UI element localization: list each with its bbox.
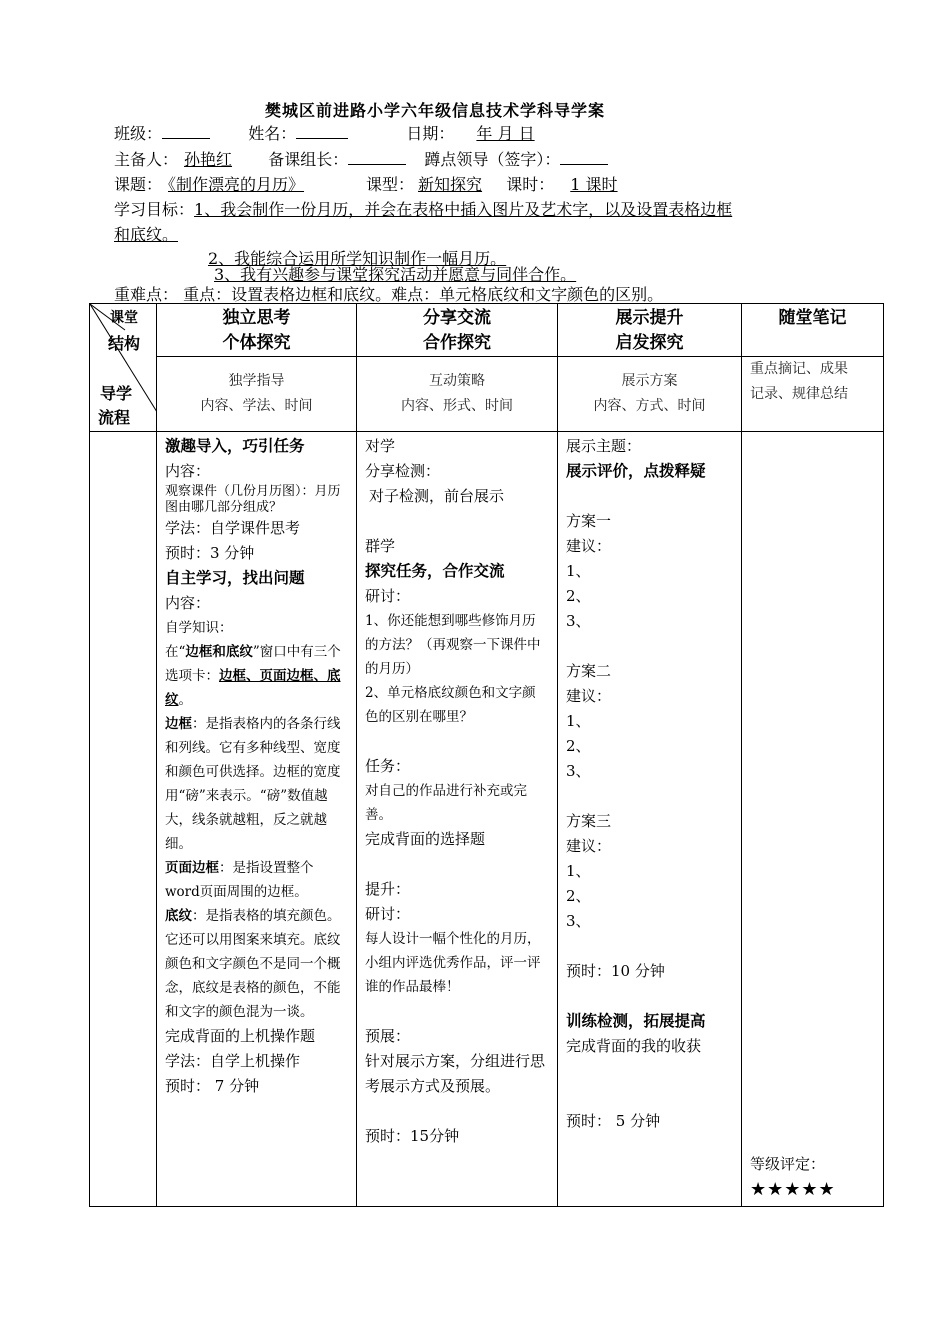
hours-value: 1 课时 [570,175,618,194]
col3-plan-1: 方案一 [566,512,612,530]
col1-border-term: 边框 [165,716,192,732]
corner-top-2: 结构 [108,334,141,353]
col1-tabs-b: 边框和底纹 [185,644,253,660]
corner-top-1: 课堂 [110,310,138,326]
col3-time-2: 预时： 5 分钟 [566,1112,661,1130]
col2-preview: 针对展示方案，分组进行思考展示方式及预展。 [365,1052,546,1095]
col1-content [157,432,357,1207]
subheader-1-line1: 独学指导 [228,373,285,389]
col2-design: 每人设计一幅个性化的月历，小组内评选优秀作品，评一评谁的作品最棒！ [365,931,541,995]
col-header-1-line1: 独立思考 [222,308,291,328]
col1-time-2: 预时： 7 分钟 [165,1077,260,1095]
date-value[interactable]: 年 月 日 [476,124,535,143]
col-header-3 [558,304,742,357]
col1-observe: 观察课件（几份月历图）：月历图由哪几部分组成？ [165,484,341,515]
leader-sign-label: 蹲点领导（签字）： [424,150,561,169]
col1-method-2: 学法：自学上机操作 [165,1052,301,1070]
col-header-2-line1: 分享交流 [423,308,491,328]
subheader-4-line2: 记录、规律总结 [750,386,848,402]
goals-line-4 [214,264,576,286]
col2-time: 预时：15分钟 [365,1127,460,1145]
subheader-3-line2: 内容、方式、时间 [593,398,706,414]
col-header-2 [357,304,558,357]
topic-value: 《制作漂亮的月历》 [168,175,305,194]
goal-3: 3、我有兴趣参与课堂探究活动并愿意与同伴合作。 [214,265,577,284]
goals-line-2 [114,224,178,246]
col1-time-1: 预时：3 分钟 [165,544,255,562]
col2-q1: 1、你还能想到哪些修饰月历的方法？（再观察一下课件中的月历） [365,613,541,677]
corner-bot-2: 流程 [98,408,131,427]
subheader-4 [742,357,884,432]
subheader-3-line1: 展示方案 [621,373,678,389]
col3-p1-n3: 3、 [566,612,591,630]
col3-advice-2: 建议： [566,687,612,705]
col1-tabs-c: ”窗口中有三个选项卡： [165,644,341,684]
col3-time-1: 预时：10 分钟 [566,962,665,980]
col3-p2-n2: 2、 [566,737,591,755]
col2-task: 对自己的作品进行补充或完善。 [365,783,527,823]
type-value: 新知探究 [418,175,483,194]
col3-content [558,432,742,1207]
col1-tabs-a: 在“ [165,644,186,660]
col3-heading-1: 展示评价，点拨释疑 [566,462,706,480]
col3-advice-3: 建议： [566,837,612,855]
col-header-2-line2: 合作探究 [423,333,491,353]
col1-content-label: 内容： [165,462,211,480]
col1-shading-term: 底纹 [165,908,192,924]
hours-label: 课时： [506,175,555,194]
col1-heading-2: 自主学习，找出问题 [165,569,305,587]
subheader-2 [357,357,558,432]
col3-p1-n1: 1、 [566,562,591,580]
subheader-1-line2: 内容、学法、时间 [200,398,313,414]
col1-page-border-term: 页面边框 [165,860,219,876]
col3-harvest: 完成背面的我的收获 [566,1037,702,1055]
preparer-label: 主备人： [114,150,179,169]
corner-cell [90,304,157,432]
class-blank[interactable] [162,122,210,139]
subheader-2-line2: 内容、形式、时间 [401,398,513,414]
grade-label: 等级评定： [750,1155,826,1173]
col3-p3-n3: 3、 [566,912,591,930]
col1-self-study: 自学知识： [165,620,233,636]
col1-content-label-2: 内容： [165,594,211,612]
col-header-3-line1: 展示提升 [615,308,684,328]
col2-heading: 探究任务，合作交流 [365,562,505,580]
flow-cell [90,432,157,1207]
document-title: 樊城区前进路小学六年级信息技术学科导学案 [264,101,605,120]
col3-advice-1: 建议： [566,537,612,555]
subheader-2-line1: 互动策略 [429,373,485,389]
header-row [90,304,884,357]
corner-bot-1: 导学 [100,384,133,403]
col2-content [357,432,558,1207]
col-header-1-line2: 个体探究 [222,333,291,353]
col3-p2-n3: 3、 [566,762,591,780]
grade-stars[interactable]: ★★★★★ [750,1179,836,1200]
goals-line-1 [114,199,732,221]
col1-page-border-def [165,856,348,904]
col2-group: 群学 [365,537,396,555]
col1-heading-1: 激趣导入，巧引任务 [165,437,305,455]
col1-tabs-e: 。 [178,692,192,708]
leader-sign-blank[interactable] [560,148,608,165]
col3-p3-n2: 2、 [566,887,591,905]
goals-label: 学习目标： [114,200,195,219]
col3-topic-label: 展示主题： [566,437,642,455]
subheader-4-line1: 重点摘记、成果 [750,361,848,377]
col1-shading-text: ：是指表格的填充颜色。它还可以用图案来填充。底纹颜色和文字颜色不是同一个概念，底纹是表格的颜色，不能和文字的颜色混为一谈。 [165,908,341,1020]
col3-plan-3: 方案三 [566,812,612,830]
group-leader-blank[interactable] [348,148,406,165]
goal-2: 2、我能综合运用所学知识制作一幅月历。 [208,249,507,268]
col1-task: 完成背面的上机操作题 [165,1027,316,1045]
lesson-table [89,303,884,1207]
subheader-3 [558,357,742,432]
col2-pair: 对学 [365,437,396,455]
header-row-topic [114,174,646,196]
col-header-4 [742,304,884,357]
preparer-value: 孙艳红 [184,150,233,169]
key-points: 重难点： 重点：设置表格边框和底纹。难点：单元格底纹和文字颜色的区别。 [114,285,664,304]
goal-1: 1、我会制作一份月历，并会在表格中插入图片及艺术字，以及设置表格边框 [194,200,733,219]
col1-border-def [165,712,348,856]
col4-content [742,432,884,1207]
header-row-class [114,122,543,145]
col1-border-text: ：是指表格内的各条行线和列线。它有多种线型、宽度和颜色可供选择。边框的宽度用“磅”来表示。“磅”数值越大，线条就越粗，反之就越细。 [165,716,341,852]
col3-p1-n2: 2、 [566,587,591,605]
col2-share: 分享检测： [365,462,441,480]
col2-discuss: 研讨： [365,587,411,605]
goal-1-cont: 和底纹。 [114,225,179,244]
subheader-1 [157,357,357,432]
col3-p2-n1: 1、 [566,712,591,730]
col2-choice: 完成背面的选择题 [365,830,486,848]
col2-discuss-2: 研讨： [365,905,411,923]
col3-plan-2: 方案二 [566,662,612,680]
col-header-3-line2: 启发探究 [615,333,684,353]
col3-heading-2: 训练检测，拓展提高 [566,1012,706,1030]
col1-tabs-text [165,640,348,712]
col-header-1 [157,304,357,357]
header-row-preparer [114,148,608,171]
col2-check: 对子检测，前台展示 [369,487,505,505]
col1-method-1: 学法：自学课件思考 [165,519,301,537]
col-header-4-line1: 随堂笔记 [778,308,847,328]
type-label: 课型： [366,175,415,194]
subheader-row [90,357,884,432]
col3-p3-n1: 1、 [566,862,591,880]
content-row [90,432,884,1207]
date-label: 日期： [406,124,455,143]
name-label: 姓名： [248,124,297,143]
grade-block [750,1152,836,1202]
class-label: 班级： [114,124,163,143]
col1-page-border-text: ：是指设置整个word页面周围的边框。 [165,860,314,900]
group-leader-label: 备课组长： [268,150,349,169]
name-blank[interactable] [296,122,348,139]
col2-task-label: 任务： [365,757,411,775]
col2-raise: 提升： [365,880,411,898]
topic-label: 课题： [114,175,163,194]
col2-preview-label: 预展： [365,1027,411,1045]
col1-tabs-d: 边框、页面边框、底纹 [165,668,341,708]
col1-shading-def [165,904,348,1024]
col2-q2: 2、单元格底纹颜色和文字颜色的区别在哪里？ [365,685,536,725]
